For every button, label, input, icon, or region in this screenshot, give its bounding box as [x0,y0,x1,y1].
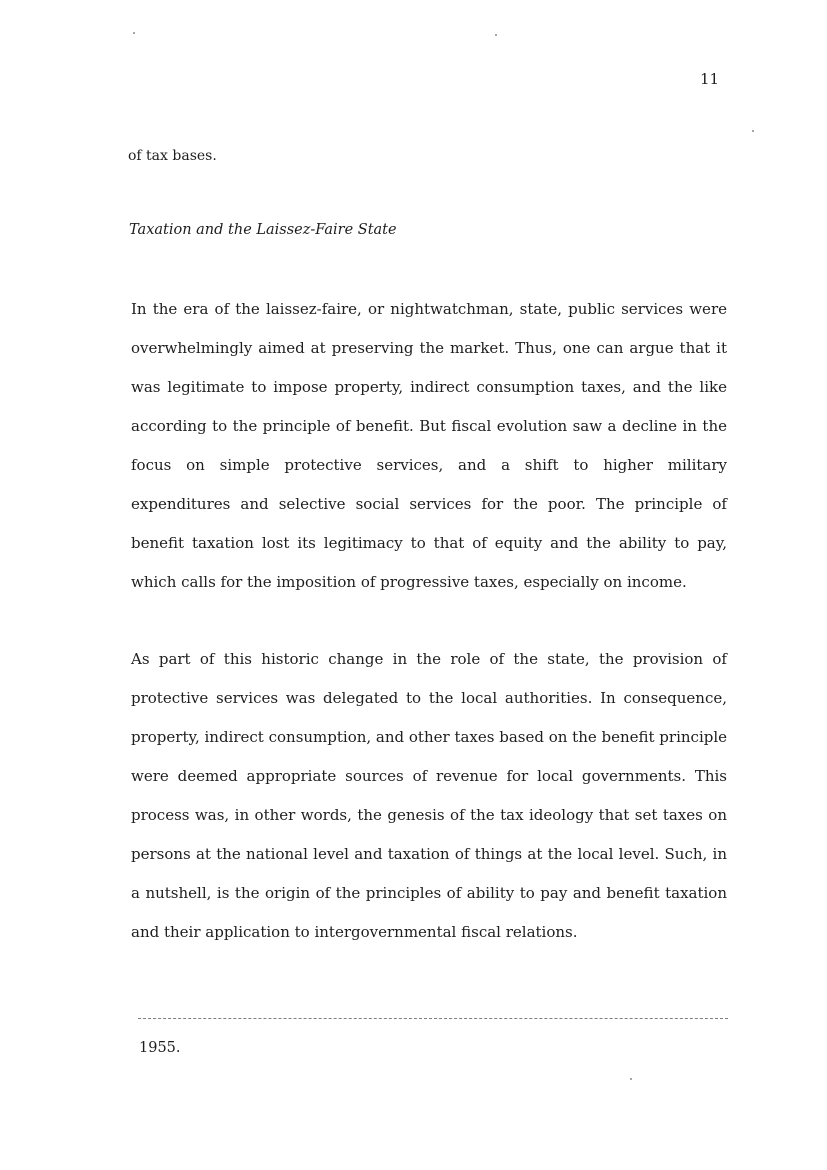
scan-speck [495,34,497,36]
scan-speck [133,32,135,34]
body-paragraph: As part of this historic change in the role of the state, the provision of protective services was delegated to the local authorities. In consequence, property, indirect consumption, and other taxes based on the benefit principle were deemed appropriate sources of revenue for local governments. This process was, in other words, the genesis of the tax ideology that set taxes on persons at the national level and taxation of things at the local level. Such, in a nutshell, is the origin of the principles of ability to pay and benefit taxation and their application to intergovernmental fiscal relations. [131,650,728,941]
footnote-divider [138,1018,728,1019]
scan-speck [752,130,754,132]
footnote-text: 1955. [139,1040,181,1056]
section-heading: Taxation and the Laissez-Faire State [129,222,397,238]
page-number: 11 [700,70,720,88]
scan-speck [630,1078,632,1080]
body-paragraph: In the era of the laissez-faire, or nightwatchman, state, public services were overwhelmingly aimed at preserving the market. Thus, one can argue that it was legitimate to impose property, indirect consumption taxes, and the like according to the principle of benefit. But fiscal evolution saw a decline in the focus on simple protective services, and a shift to higher military expenditures and selective social services for the poor. The principle of benefit taxation lost its legitimacy to that of equity and the ability to pay, which calls for the imposition of progressive taxes, especially on income. [131,300,727,591]
continued-text-fragment: of tax bases. [128,148,217,164]
